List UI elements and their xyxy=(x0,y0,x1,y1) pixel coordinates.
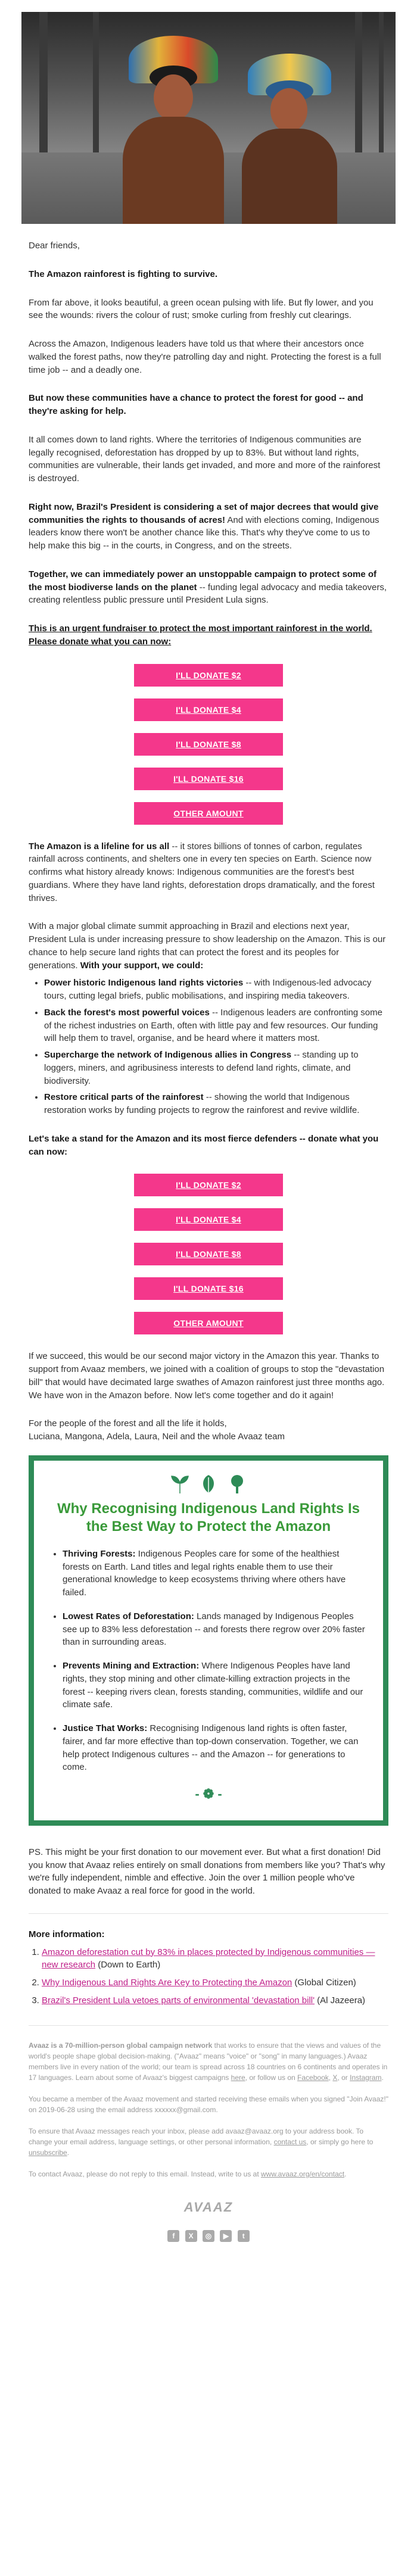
list-item xyxy=(63,1722,368,1774)
instagram-link[interactable]: Instagram xyxy=(350,2073,382,2082)
bullet-text: -- with Indigenous-led advocacy tours, cutting legal briefs, public mobilisations, and inspiring media takeovers. xyxy=(44,978,372,1001)
x-icon[interactable]: X xyxy=(185,2230,197,2242)
middle-paragraph-1-bold: The Amazon is a lifeline for us all xyxy=(29,841,170,852)
list-item xyxy=(63,1548,368,1599)
youtube-icon[interactable]: ▶ xyxy=(220,2230,232,2242)
donate-buttons-group-2 xyxy=(134,1174,283,1334)
link-source: (Al Jazeera) xyxy=(315,1995,366,2006)
infobox-item-text: Recognising Indigenous land rights is often faster, fairer, and far more effective than top-down conservation. Together, we can help protect Indigenous cultures -- and the Amazon -- for generations to come. xyxy=(63,1723,359,1773)
ps-paragraph: PS. This might be your first donation to our movement ever. But what a first donation! Did you know that Avaaz relies entirely on small donations from members like you? That's why we're fully independent, nimble and effective. Join the over 1 million people who've donated to make Avaaz a real force for good in the world. xyxy=(29,1847,385,1897)
closing-paragraph: If we succeed, this would be our second major victory in the Amazon this year. Thanks to support from Avaaz members, we joined with a coalition of groups to stop the "devastation bill" that would have decimated large swathes of Amazon rainforest just three months ago. We have won in the Amazon before. Now let's come together and do it again! xyxy=(29,1351,385,1401)
infobox-item-text: Lands managed by Indigenous Peoples see up to 83% less deforestation -- and forests there regrow over 20% faster than in surrounding areas. xyxy=(63,1611,365,1648)
intro-paragraph-5-rest: And with elections coming, Indigenous leaders know there won't be another chance like this. That's why they've come to us to help make this big -- in the courts, in Congress, and on the streets. xyxy=(29,514,379,551)
infobox-ornament xyxy=(49,1785,368,1804)
campaigns-link[interactable]: here xyxy=(231,2073,245,2082)
signoff-line-2: Luciana, Mangona, Adela, Laura, Neil and the whole Avaaz team xyxy=(29,1432,285,1442)
donate-other-amount-button[interactable]: OTHER AMOUNT xyxy=(134,802,283,825)
donate-other-amount-button[interactable]: OTHER AMOUNT xyxy=(134,1312,283,1334)
middle-paragraph-1-rest: -- it stores billions of tonnes of carbon, regulates rainfall across continents, and shelters one in every ten species on Earth. Science now confirms what history already knows: Indigenous communities are the forest's best guardians. Where they have land rights, deforestation drops dramatically, and the forest thrives. xyxy=(29,841,375,903)
unsubscribe-link[interactable]: unsubscribe xyxy=(29,2148,67,2157)
footer-text: , or xyxy=(337,2073,350,2082)
hero-image xyxy=(21,12,396,224)
list-item xyxy=(42,1994,388,2007)
more-info-links xyxy=(29,1946,388,2007)
bullet-bold: Restore critical parts of the rainforest xyxy=(44,1092,204,1103)
donate-buttons-group-1 xyxy=(134,664,283,825)
more-info-link[interactable]: Brazil's President Lula vetoes parts of environmental 'devastation bill' xyxy=(42,1995,315,2006)
donate-16-button[interactable]: I'LL DONATE $16 xyxy=(134,1277,283,1300)
intro-paragraph-2: Across the Amazon, Indigenous leaders have told us that where their ancestors once walked the forest paths, now they're patrolling day and night. Protecting the forest is a full time job -- and a deadly one. xyxy=(29,339,381,375)
intro-paragraph-5-bold: Right now, Brazil's President is considering a set of major decrees that would give communities the rights to thousands of acres! xyxy=(29,501,379,525)
donate-4-button[interactable]: I'LL DONATE $4 xyxy=(134,698,283,721)
intro-paragraph-3: But now these communities have a chance to protect the forest for good -- and they're asking for help. xyxy=(29,393,363,416)
list-item xyxy=(42,1976,388,1989)
facebook-icon[interactable]: f xyxy=(167,2230,179,2242)
donate-2-button[interactable]: I'LL DONATE $2 xyxy=(134,1174,283,1196)
infobox-list xyxy=(49,1548,368,1774)
list-item xyxy=(63,1660,368,1711)
signoff xyxy=(29,1417,388,1443)
divider xyxy=(29,2025,388,2026)
bullet-bold: Back the forest's most powerful voices xyxy=(44,1007,210,1018)
instagram-icon[interactable]: ◎ xyxy=(203,2230,214,2242)
infobox-item-bold: Prevents Mining and Extraction: xyxy=(63,1661,200,1671)
facebook-link[interactable]: Facebook xyxy=(297,2073,329,2082)
intro-paragraph-4: It all comes down to land rights. Where the territories of Indigenous communities are legally recognised, deforestation has dropped by up to 83%. But without land rights, communities are vulnerable, their lands get invaded, and more and more of the rainforest is destroyed. xyxy=(29,434,381,484)
footer-text: , or follow us on xyxy=(245,2073,298,2082)
x-link[interactable]: X xyxy=(332,2073,338,2082)
intro-headline: The Amazon rainforest is fighting to survive. xyxy=(29,269,217,279)
divider xyxy=(29,1913,388,1914)
leaf-icon xyxy=(199,1474,218,1494)
donate-8-button[interactable]: I'LL DONATE $8 xyxy=(134,733,283,756)
footer-text: . xyxy=(344,2169,347,2178)
intro-paragraph-6-bold: Together, we can immediately power an unstoppable campaign to protect some of the most biodiverse lands on the planet xyxy=(29,569,376,592)
link-source: (Global Citizen) xyxy=(292,1978,356,1988)
bullet-bold: Supercharge the network of Indigenous allies in Congress xyxy=(44,1050,292,1060)
list-item xyxy=(44,1049,388,1087)
middle-paragraph-2-text: With a major global climate summit approaching in Brazil and elections next year, President Lula is under increasing pressure to show leadership on the Amazon. This is our chance to help secure land rights that can protect the forest and its peoples for generations. xyxy=(29,921,386,971)
list-item xyxy=(44,1091,388,1117)
footer-text: . xyxy=(67,2148,70,2157)
salutation: Dear friends, xyxy=(29,241,80,251)
bullet-text: -- Indigenous leaders are confronting some of the richest industries on Earth, often with little pay and few resources. Our funding will help them to travel, organise, and be heard where it matters most. xyxy=(44,1007,382,1044)
middle-paragraph-1 xyxy=(29,840,388,905)
contact-page-link[interactable]: www.avaaz.org/en/contact xyxy=(261,2169,345,2178)
list-item xyxy=(44,977,388,1003)
more-info-link[interactable]: Amazon deforestation cut by 83% in places protected by Indigenous communities — new research xyxy=(42,1947,375,1970)
donate-16-button[interactable]: I'LL DONATE $16 xyxy=(134,768,283,790)
signoff-line-1: For the people of the forest and all the life it holds, xyxy=(29,1418,227,1429)
leaf-ornament-icon: - ❁ - xyxy=(195,1786,222,1801)
footer-text: , or simply go here to xyxy=(306,2137,374,2146)
infobox-item-text: Indigenous Peoples care for some of the healthiest forests on Earth. Land titles and legal rights enable them to use their generational knowledge to keep ecosystems thriving where others have failed. xyxy=(63,1548,346,1598)
footer-text: To contact Avaaz, please do not reply to this email. Instead, write to us at xyxy=(29,2169,261,2178)
bullet-text: -- standing up to loggers, miners, and agribusiness interests to defend land rights, climate, and biodiversity. xyxy=(44,1050,359,1086)
footer-contact xyxy=(29,2169,388,2179)
footer-text: To ensure that Avaaz messages reach your inbox, please add avaaz@avaaz.org to your address book. To change your email address, language settings, or other personal information, xyxy=(29,2126,364,2146)
infobox-title: Why Recognising Indigenous Land Rights Is the Best Way to Protect the Amazon xyxy=(57,1500,360,1535)
cta-heading: Let's take a stand for the Amazon and its most fierce defenders -- donate what you can now: xyxy=(29,1133,379,1157)
tiktok-icon[interactable]: t xyxy=(238,2230,250,2242)
link-source: (Down to Earth) xyxy=(95,1960,161,1970)
donate-2-button[interactable]: I'LL DONATE $2 xyxy=(134,664,283,687)
infobox-item-bold: Lowest Rates of Deforestation: xyxy=(63,1611,194,1621)
infobox-item-bold: Thriving Forests: xyxy=(63,1548,136,1559)
intro-paragraph-5 xyxy=(29,501,388,553)
infobox-item-text: Where Indigenous Peoples have land rights, they stop mining and other climate-killing extraction projects in the forest -- keeping rivers clean, forests standing, communities, wildlife and our climate safe. xyxy=(63,1661,363,1710)
intro-paragraph-1: From far above, it looks beautiful, a green ocean pulsing with life. But fly lower, and you see the wounds: rivers the colour of rust; smoke curling from freshly cut clearings. xyxy=(29,297,374,321)
middle-paragraph-2-bold: With your support, we could: xyxy=(77,960,204,971)
more-info-link[interactable]: Why Indigenous Land Rights Are Key to Protecting the Amazon xyxy=(42,1978,292,1988)
footer-about-bold: Avaaz is a 70-million-person global campaign network xyxy=(29,2041,213,2050)
donate-8-button[interactable]: I'LL DONATE $8 xyxy=(134,1243,283,1265)
list-item xyxy=(63,1610,368,1649)
footer-about: Avaaz is a 70-million-person global campaign network that works to ensure that the views and values of the world's people shape global decision-making. ("Avaaz" means "voice" or "song" in many languages.) Avaaz members live in every nation of the world; our team is spread across 18 countries on 6 continents and operates in 17 languages. Learn about some of Avaaz's biggest campaigns here, or follow us on Facebook, X, or Instagram. xyxy=(29,2041,388,2082)
middle-paragraph-2 xyxy=(29,920,388,972)
list-item xyxy=(44,1006,388,1045)
intro-paragraph-6 xyxy=(29,568,388,607)
more-info-title: More information: xyxy=(29,1929,105,1939)
list-item xyxy=(42,1946,388,1972)
infobox-icons xyxy=(49,1474,368,1496)
support-bullets xyxy=(29,977,388,1117)
donate-4-button[interactable]: I'LL DONATE $4 xyxy=(134,1208,283,1231)
footer-about-text: that works to ensure that the views and values of the world's people shape global decision-making. ("Avaaz" means "voice" or "song" in many languages.) Avaaz members live in every nation of the world; our team is spread across 18 countries on 6 continents and operates in 17 languages. Learn about some of Avaaz's biggest campaigns xyxy=(29,2041,388,2082)
social-icons xyxy=(29,2230,388,2242)
email-container xyxy=(21,12,396,2242)
urgent-ask: This is an urgent fundraiser to protect the most important rainforest in the world. Please donate what you can now: xyxy=(29,623,372,647)
bullet-text: -- showing the world that Indigenous restoration works by funding projects to regrow the rainforest and revive wildlife. xyxy=(44,1092,360,1115)
footer-member-note: You became a member of the Avaaz movement and started receiving these emails when you signed "Join Avaaz!" on 2019-06-28 using the email address xxxxxx@gmail.com. xyxy=(29,2094,388,2114)
contact-us-link[interactable]: contact us xyxy=(273,2137,307,2146)
infobox-item-bold: Justice That Works: xyxy=(63,1723,148,1733)
land-rights-infobox xyxy=(29,1455,388,1826)
avaaz-logo[interactable]: AVAAZ xyxy=(183,2199,234,2215)
palm-leaf-icon xyxy=(170,1474,189,1494)
footer-ensure xyxy=(29,2126,388,2158)
tree-icon xyxy=(228,1474,247,1494)
intro-paragraph-6-rest: -- funding legal advocacy and media takeovers, creating relentless public pressure until President Lula signs. xyxy=(29,582,387,606)
footer xyxy=(21,2040,396,2242)
bullet-bold: Power historic Indigenous land rights victories xyxy=(44,978,244,988)
